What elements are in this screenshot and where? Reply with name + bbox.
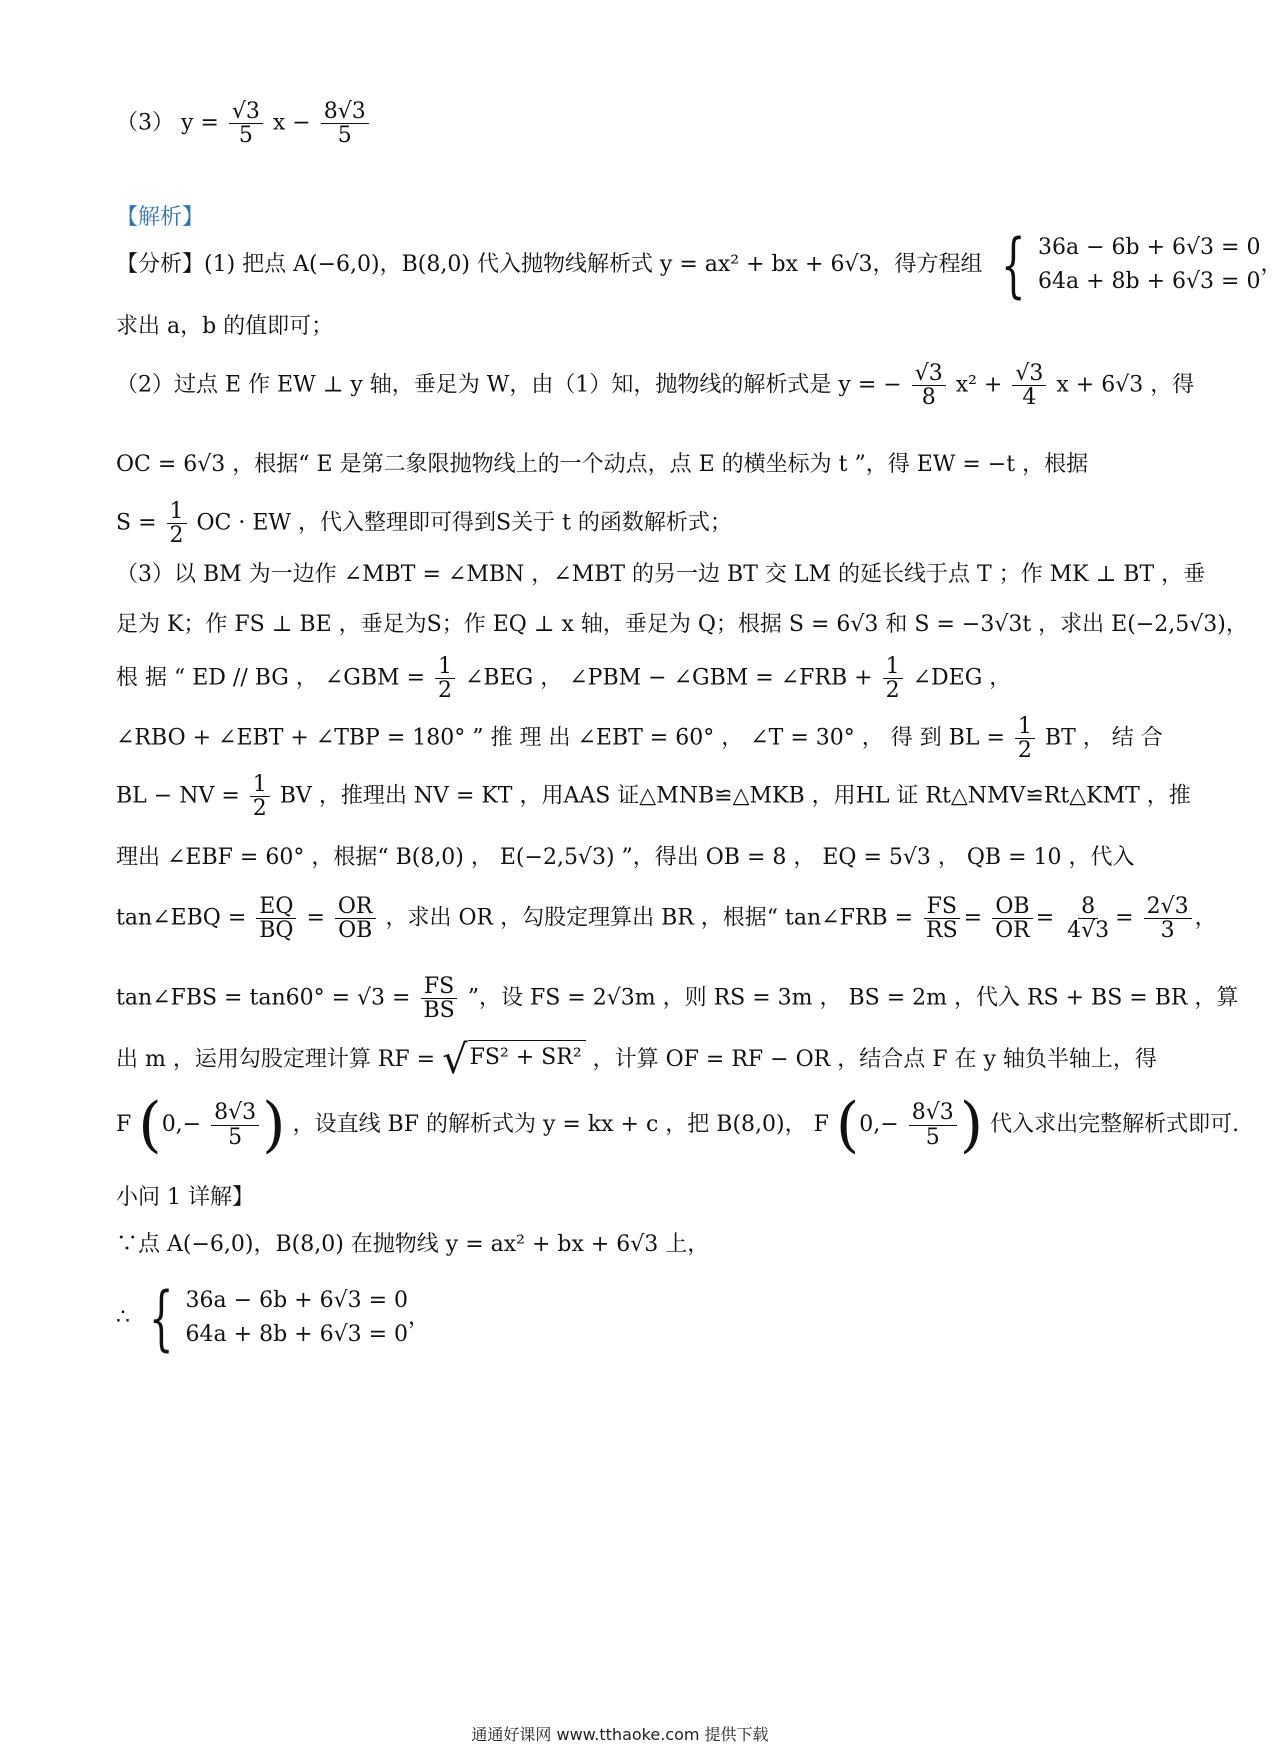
frac-den: 5	[925, 1124, 940, 1150]
analysis-line-13	[116, 974, 1239, 1024]
fraction	[1144, 895, 1192, 942]
text: =	[306, 905, 325, 931]
equation: 36a − 6b + 6√3 = 0	[1038, 234, 1261, 260]
frac-num: 1	[250, 773, 270, 797]
frac-num: EQ	[256, 895, 296, 919]
frac-num: OB	[992, 895, 1032, 919]
text: ，	[1194, 905, 1217, 931]
text: x + 6√3 ，得	[1056, 372, 1195, 398]
fraction	[256, 895, 296, 942]
fraction	[335, 895, 376, 942]
text: x² +	[955, 372, 1003, 398]
frac-den: BQ	[259, 918, 294, 944]
frac-num: 1	[1015, 715, 1035, 739]
frac-num: √3	[1012, 362, 1046, 386]
frac-den: 5	[238, 123, 253, 149]
frac-num: OR	[335, 895, 376, 919]
fraction	[1012, 362, 1046, 409]
frac-den: 5	[228, 1124, 243, 1150]
frac-num: 1	[167, 500, 187, 524]
fraction	[909, 1101, 957, 1148]
text: OC · EW ，代入整理即可得到S关于 t 的函数解析式；	[196, 510, 732, 536]
therefore-icon: ∴	[116, 1305, 130, 1330]
equation: 36a − 6b + 6√3 = 0	[185, 1287, 409, 1313]
analysis-line-5	[116, 500, 1130, 547]
fraction	[211, 1101, 259, 1148]
brace-icon: {	[1001, 224, 1026, 306]
frac-num: 1	[435, 655, 455, 679]
frac-num: 8√3	[321, 100, 369, 124]
analysis-line-6: （3）以 BM 为一边作 ∠MBT = ∠MBN ，∠MBT 的另一边 BT 交 LM 的延长线于点 T ；作 MK ⊥ BT ，垂	[116, 562, 1206, 587]
text: ，	[408, 1305, 431, 1330]
fraction	[321, 100, 369, 147]
fraction	[250, 773, 270, 820]
text: ，设直线 BF 的解析式为 y = kx + c ，把 B(8,0)， F	[292, 1112, 829, 1137]
page-footer: 通通好课网 www.tthaoke.com 提供下载	[471, 1725, 769, 1744]
frac-num: 8√3	[909, 1101, 957, 1125]
analysis-line-1	[116, 224, 1283, 306]
text: tan∠FBS = tan60° = √3 =	[116, 985, 411, 1011]
text: ”，设 FS = 2√3m ，则 RS = 3m ， BS = 2m ，代入 RS + BS = BR ，算	[467, 985, 1239, 1011]
frac-den: 8	[921, 385, 936, 411]
frac-den: BS	[423, 998, 455, 1024]
text: BL − NV =	[116, 783, 240, 809]
text: 根 据 “ ED // BG ， ∠GBM =	[116, 665, 425, 691]
frac-num: 8√3	[211, 1101, 259, 1125]
radicand: FS² + SR²	[468, 1040, 586, 1080]
equation-system	[139, 1277, 409, 1359]
frac-den: OB	[338, 918, 373, 944]
fraction	[167, 500, 187, 547]
text: ∠BEG ， ∠PBM − ∠GBM = ∠FRB +	[465, 665, 873, 691]
text: 出 m ，运用勾股定理计算 RF =	[116, 1047, 436, 1072]
section-heading: 【解析】	[116, 205, 205, 230]
frac-num: 2√3	[1144, 895, 1192, 919]
fraction	[1064, 895, 1112, 942]
paren-open-icon: (	[835, 1090, 860, 1160]
analysis-line-12: tan∠EBQ = $\frac{EQ}{BQ}$ = $\frac{OR}{OB}$ ，求出 OR ，勾股定理算出 BR ，根据“ tan∠FRB = $\frac{FS}{RS}$ = $\frac{OB}{OR}$ = $\frac{8}{4√3}$ = $\frac{2√3}{3}$ ，	[116, 894, 1217, 944]
fraction	[435, 655, 455, 702]
frac-den: 3	[1160, 918, 1175, 944]
detail-system	[116, 1277, 1130, 1359]
text: （2）过点 E 作 EW ⊥ y 轴，垂足为 W，由（1）知，抛物线的解析式是 y = −	[116, 372, 902, 398]
frac-den: 2	[1017, 738, 1032, 764]
equation-system	[991, 224, 1261, 306]
text: ，计算 OF = RF − OR ，结合点 F 在 y 轴负半轴上，得	[592, 1047, 1157, 1072]
text: 代入求出完整解析式即可.	[990, 1112, 1240, 1137]
paren-close-icon: )	[262, 1090, 286, 1160]
text: S =	[116, 510, 157, 536]
radical	[442, 1037, 586, 1083]
detail-heading: 小问 1 详解】	[116, 1185, 254, 1210]
analysis-line-4: OC = 6√3 ，根据“ E 是第二象限抛物线上的一个动点，点 E 的横坐标为 t ”，得 EW = −t ，根据	[116, 452, 1089, 477]
frac-den: 2	[252, 796, 267, 822]
radical-sign-icon: √	[442, 1037, 468, 1083]
text: 【分析】(1) 把点 A(−6,0)，B(8,0) 代入抛物线解析式 y = ax² + bx + 6√3，得方程组	[116, 252, 983, 277]
frac-num: √3	[229, 100, 263, 124]
fraction	[420, 975, 457, 1022]
frac-den: 4√3	[1067, 918, 1110, 944]
paren-close-icon: )	[959, 1090, 984, 1160]
text: 0,−	[859, 1112, 899, 1137]
frac-den: OR	[995, 918, 1030, 944]
frac-den: 2	[438, 678, 452, 704]
analysis-line-15	[116, 1090, 1240, 1160]
frac-num: FS	[924, 895, 960, 919]
frac-num: 8	[1078, 895, 1098, 919]
fraction	[1015, 715, 1035, 762]
frac-num: 1	[883, 655, 903, 679]
text: tan∠EBQ =	[116, 905, 247, 931]
answer-lhs: y =	[181, 110, 219, 136]
analysis-line-3	[116, 361, 1195, 411]
analysis-line-11: 理出 ∠EBF = 60° ，根据“ B(8,0) ， E(−2,5√3) ”，得出 OB = 8 ， EQ = 5√3 ， QB = 10 ，代入	[116, 845, 1135, 870]
text: ，求出 OR ，勾股定理算出 BR ，根据“ tan∠FRB =	[385, 905, 914, 931]
text: ，	[1260, 252, 1283, 277]
analysis-line-9	[116, 714, 1163, 764]
frac-den: 5	[337, 123, 352, 149]
frac-num: FS	[421, 975, 457, 999]
frac-den: 2	[169, 523, 184, 549]
answer-label: （3）	[116, 110, 174, 136]
frac-den: RS	[926, 918, 958, 944]
analysis-line-7: 足为 K；作 FS ⊥ BE ，垂足为S；作 EQ ⊥ x 轴，垂足为 Q；根据 S = 6√3 和 S = −3√3t ，求出 E(−2,5√3)，	[116, 612, 1248, 637]
analysis-line-8	[116, 655, 1130, 702]
equation: 64a + 8b + 6√3 = 0	[1038, 269, 1261, 294]
text: BT ， 结 合	[1044, 725, 1163, 751]
brace-icon: {	[149, 1277, 174, 1359]
frac-num: √3	[912, 362, 946, 386]
equation: 64a + 8b + 6√3 = 0	[185, 1322, 409, 1347]
text: 0,−	[161, 1112, 202, 1137]
fraction	[923, 895, 961, 942]
text: ∠DEG ，	[912, 665, 1012, 691]
frac-den: 2	[885, 678, 900, 704]
fraction	[912, 362, 946, 409]
paren-open-icon: (	[138, 1090, 162, 1160]
fraction	[992, 895, 1033, 942]
analysis-line-14	[116, 1037, 1157, 1083]
detail-line-1: ∵点 A(−6,0)，B(8,0) 在抛物线 y = ax² + bx + 6√3 上，	[116, 1232, 710, 1257]
analysis-line-10	[116, 772, 1191, 822]
answer-mid: x −	[272, 110, 311, 136]
text: BV ，推理出 NV = KT ，用AAS 证△MNB≌△MKB ，用HL 证 Rt△NMV≌Rt△KMT ，推	[279, 783, 1191, 809]
text: F	[116, 1112, 132, 1137]
fraction	[229, 100, 263, 147]
analysis-line-2: 求出 a，b 的值即可；	[116, 314, 334, 339]
text: ∠RBO + ∠EBT + ∠TBP = 180° ” 推 理 出 ∠EBT = 60° ， ∠T = 30° ， 得 到 BL =	[116, 725, 1005, 751]
frac-den: 4	[1022, 385, 1037, 411]
answer-3	[116, 100, 1130, 147]
fraction	[883, 655, 903, 702]
